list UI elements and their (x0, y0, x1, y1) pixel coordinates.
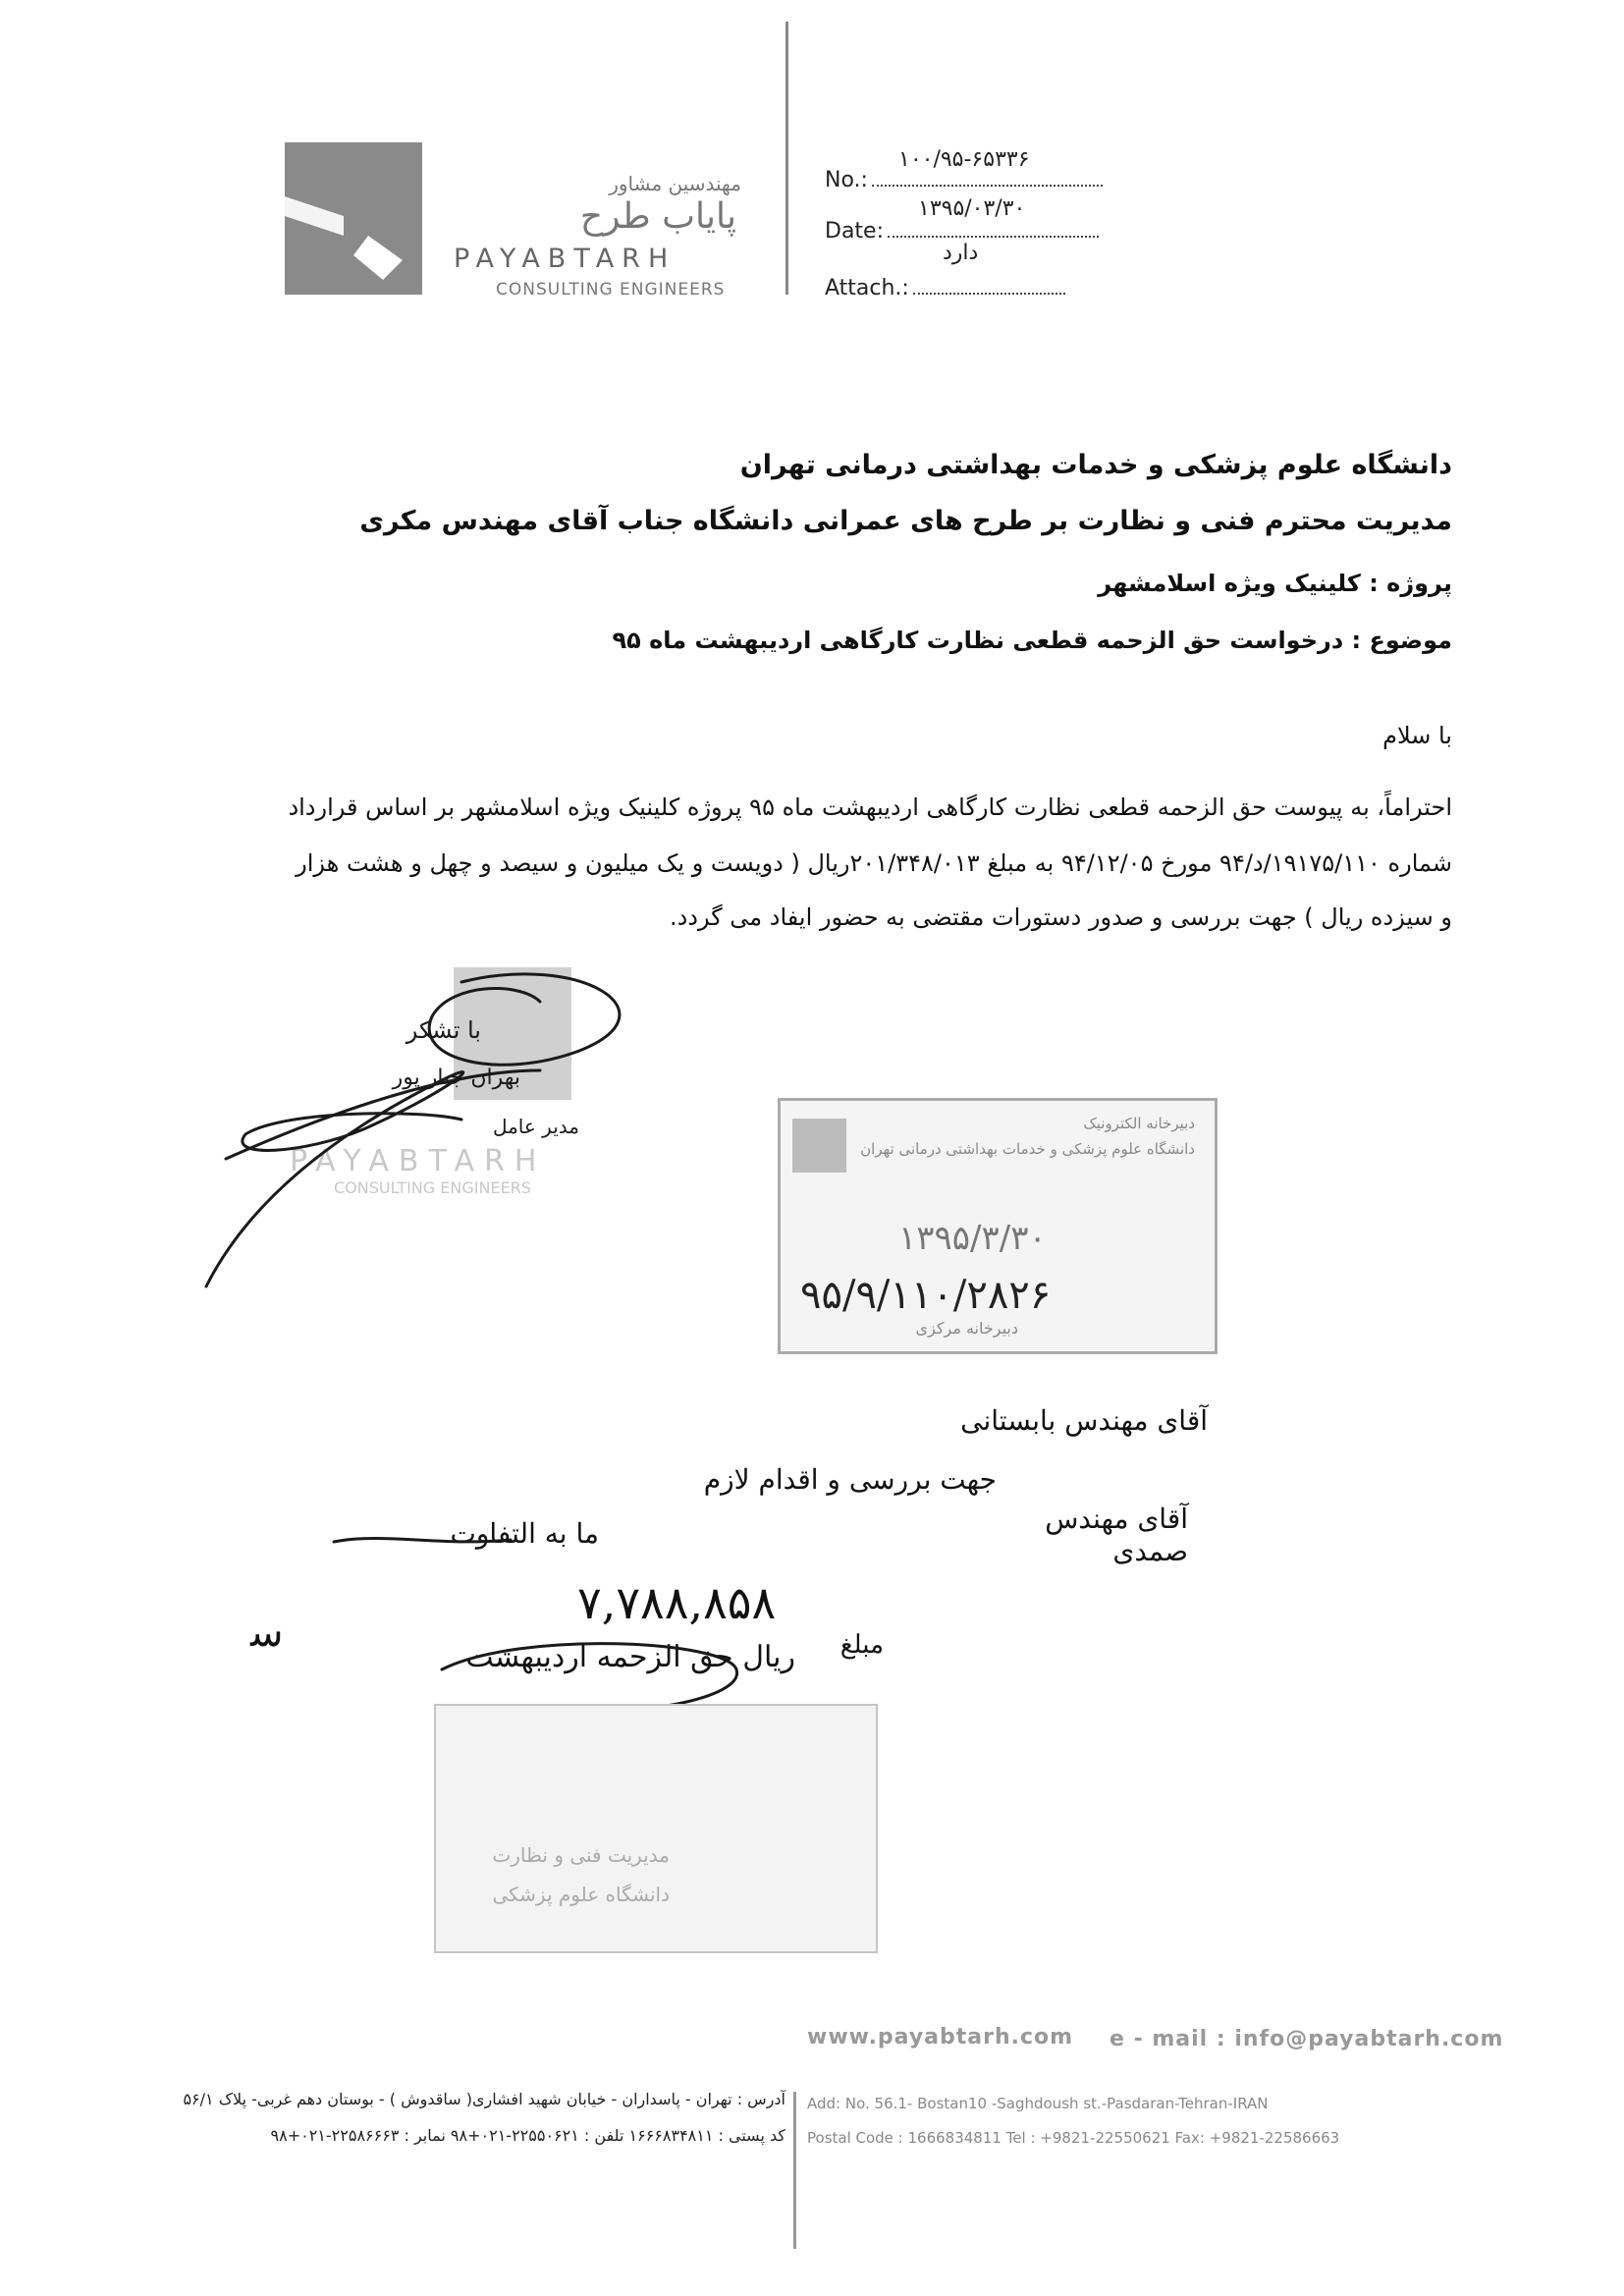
technical-office-stamp (434, 1704, 878, 1953)
old-stamp-line-1: مدیریت فنی و نظارت (492, 1843, 670, 1867)
footer-divider (793, 2092, 796, 2249)
footer-website: www.payabtarh.com (807, 2025, 1074, 2050)
handwritten-stroke-icon (324, 1512, 520, 1561)
recipient-line-1: دانشگاه علوم پزشکی و خدمات بهداشتی درمانی تهران (739, 450, 1452, 480)
handwritten-note-3: آقای مهندس صمدی (1045, 1503, 1188, 1567)
handwritten-note-2: جهت بررسی و اقدام لازم (703, 1463, 997, 1496)
stamp-emblem-icon (792, 1119, 846, 1173)
signer-title: مدیر عامل (492, 1115, 579, 1138)
stamp-logo-text: PAYABTARH (290, 1144, 547, 1178)
header-divider (785, 22, 788, 295)
logo-mark (285, 142, 422, 295)
footer-address-fa: آدرس : تهران - پاسداران - خیابان شهید افشاری( ساقدوش ) - بوستان دهم غربی- پلاک ۵۶/۱ (183, 2090, 785, 2108)
letter-date-label: Date: (825, 219, 884, 244)
footer-address-en: Add: No. 56.1- Bostan10 -Saghdoush st.-Pasdaran-Tehran-IRAN (807, 2095, 1269, 2112)
footer-contact-fa: کد پستی : ۱۶۶۶۸۳۴۸۱۱ تلفن : ۲۲۵۵۰۶۲۱-۰۲۱+۹۸ نمابر : ۲۲۵۸۶۶۶۳-۰۲۱+۹۸ (270, 2126, 785, 2145)
letter-attach-row (825, 275, 1065, 301)
handwritten-note-1: آقای مهندس بابستانی (960, 1404, 1208, 1437)
letter-date-value: ۱۳۹۵/۰۳/۳۰ (918, 196, 1026, 221)
stamp-date: ۱۳۹۵/۳/۳۰ (898, 1219, 1047, 1258)
signature-scribble-icon (167, 962, 677, 1316)
handwritten-note-6: ریال حق الزحمه اردیبهشت (465, 1640, 795, 1674)
stamp-line-1: دبیرخانه الکترونیک (1083, 1115, 1195, 1132)
letter-attach-label: Attach.: (825, 276, 909, 301)
logo-mark-icon (285, 142, 422, 295)
stamp-logo-subtext: CONSULTING ENGINEERS (334, 1178, 531, 1197)
logo-fa-title: پایاب طرح (579, 196, 736, 237)
signer-name: بهران جبار پور (392, 1066, 520, 1090)
recipient-line-2: مدیریت محترم فنی و نظارت بر طرح های عمرانی دانشگاه جناب آقای مهندس مکری (359, 506, 1452, 536)
handwritten-bracket-icon: ﺳ (250, 1611, 284, 1656)
letter-number-value: ۱۰۰/۹۵-۶۵۳۳۶ (898, 147, 1030, 172)
letter-number-label: No.: (825, 168, 868, 192)
logo-fa-subtitle: مهندسین مشاور (609, 172, 741, 195)
body-paragraph-line-2: شماره ۱۹۱۷۵/۱۱۰/د/۹۴ مورخ ۹۴/۱۲/۰۵ به مبلغ ۲۰۱/۳۴۸/۰۱۳ریال ( دویست و یک میلیون و سیصد و چهل و هشت هزار (296, 849, 1452, 877)
handwritten-note-5: مبلغ (839, 1630, 884, 1660)
received-stamp (778, 1098, 1218, 1354)
letter-attach-value: دارد (943, 241, 979, 265)
closing: با تشکر (406, 1016, 481, 1044)
letter-number-row (825, 167, 1103, 192)
body-paragraph-line-3: و سیزده ریال ) جهت بررسی و صدور دستورات مقتضی به حضور ایفاد می گردد. (669, 903, 1452, 931)
project-line: پروژه : کلینیک ویژه اسلامشهر (1098, 570, 1452, 597)
stamp-line-2: دانشگاه علوم پزشکی و خدمات بهداشتی درمانی تهران (860, 1140, 1195, 1158)
logo-en-subtitle: CONSULTING ENGINEERS (496, 280, 726, 300)
stamp-number: ۹۵/۹/۱۱۰/۲۸۲۶ (800, 1273, 1052, 1318)
handwritten-note-4: ما به التفاوت (450, 1517, 599, 1550)
footer-contact-en: Postal Code : 1666834811 Tel : +9821-22550621 Fax: +9821-22586663 (807, 2129, 1340, 2147)
footer-email: e - mail : info@payabtarh.com (1110, 2027, 1504, 2051)
stamp-footer: دبیرخانه مرکزی (915, 1319, 1018, 1338)
old-stamp-line-2: دانشگاه علوم پزشکی (492, 1883, 670, 1906)
logo-en-title: PAYABTARH (454, 244, 677, 274)
subject-line: موضوع : درخواست حق الزحمه قطعی نظارت کارگاهی اردیبهشت ماه ۹۵ (612, 627, 1452, 654)
handwritten-amount: ۷,۷۸۸,۸۵۸ (577, 1576, 777, 1629)
greeting: با سلام (1382, 722, 1452, 749)
body-paragraph-line-1: احتراماً، به پیوست حق الزحمه قطعی نظارت کارگاهی اردیبهشت ماه ۹۵ پروژه کلینیک ویژه اسلامشهر بر اساس قرارداد (288, 793, 1452, 821)
